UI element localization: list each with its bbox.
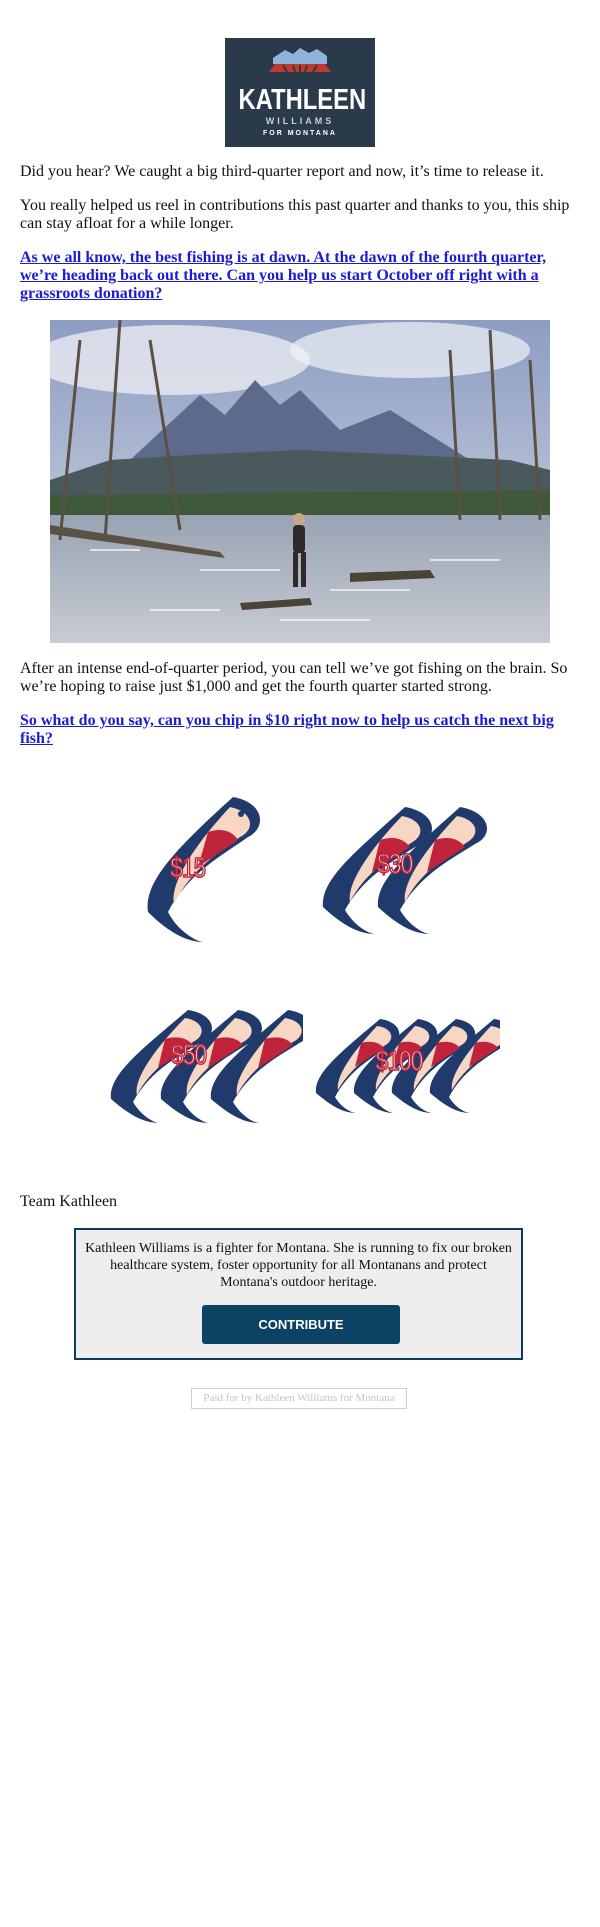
contribute-button[interactable]: CONTRIBUTE [202,1305,400,1344]
fishing-photo [50,320,550,643]
campaign-logo [225,38,375,147]
donation-link-chip-in[interactable]: So what do you say, can you chip in $10 right now to help us catch the next big fish? [20,712,554,747]
thanks-paragraph: You really helped us reel in contributions this past quarter and thanks to you, this ship can stay afloat for a while longer. [20,197,570,232]
goal-paragraph: After an intense end-of-quarter period, you can tell we’ve got fishing on the brain. So we’re hoping to raise just $1,000 and get the fourth quarter started strong. [20,660,568,695]
signoff: Team Kathleen [20,1193,118,1210]
candidate-bio: Kathleen Williams is a fighter for Montana. She is running to fix our broken healthcare system, foster opportunity for all Montanans and protect Montana's outdoor heritage. [85,1241,512,1290]
donate-30-button[interactable] [315,802,495,937]
donate-15-amount: $15 [170,852,206,883]
paid-for-disclaimer: Paid for by Kathleen Williams for Montana [191,1388,407,1409]
donate-50-amount: $50 [171,1039,207,1070]
donate-100-button[interactable] [310,1015,500,1115]
logo-surname: WILLIAMS [265,116,335,126]
donate-50-button[interactable] [103,1005,303,1125]
intro-paragraph: Did you hear? We caught a big third-quarter report and now, it’s time to release it. [20,163,544,180]
donate-100-amount: $100 [375,1045,423,1076]
logo-state: FOR MONTANA [263,130,337,137]
donate-15-button[interactable] [138,792,273,947]
donate-30-amount: $30 [377,848,413,879]
footer-box [74,1228,523,1360]
donation-link-dawn[interactable]: As we all know, the best fishing is at dawn. At the dawn of the fourth quarter, we’re heading back out there. Can you help us start October off right with a grassroots donation? [20,249,547,302]
logo-name: KATHLEEN [238,84,367,116]
